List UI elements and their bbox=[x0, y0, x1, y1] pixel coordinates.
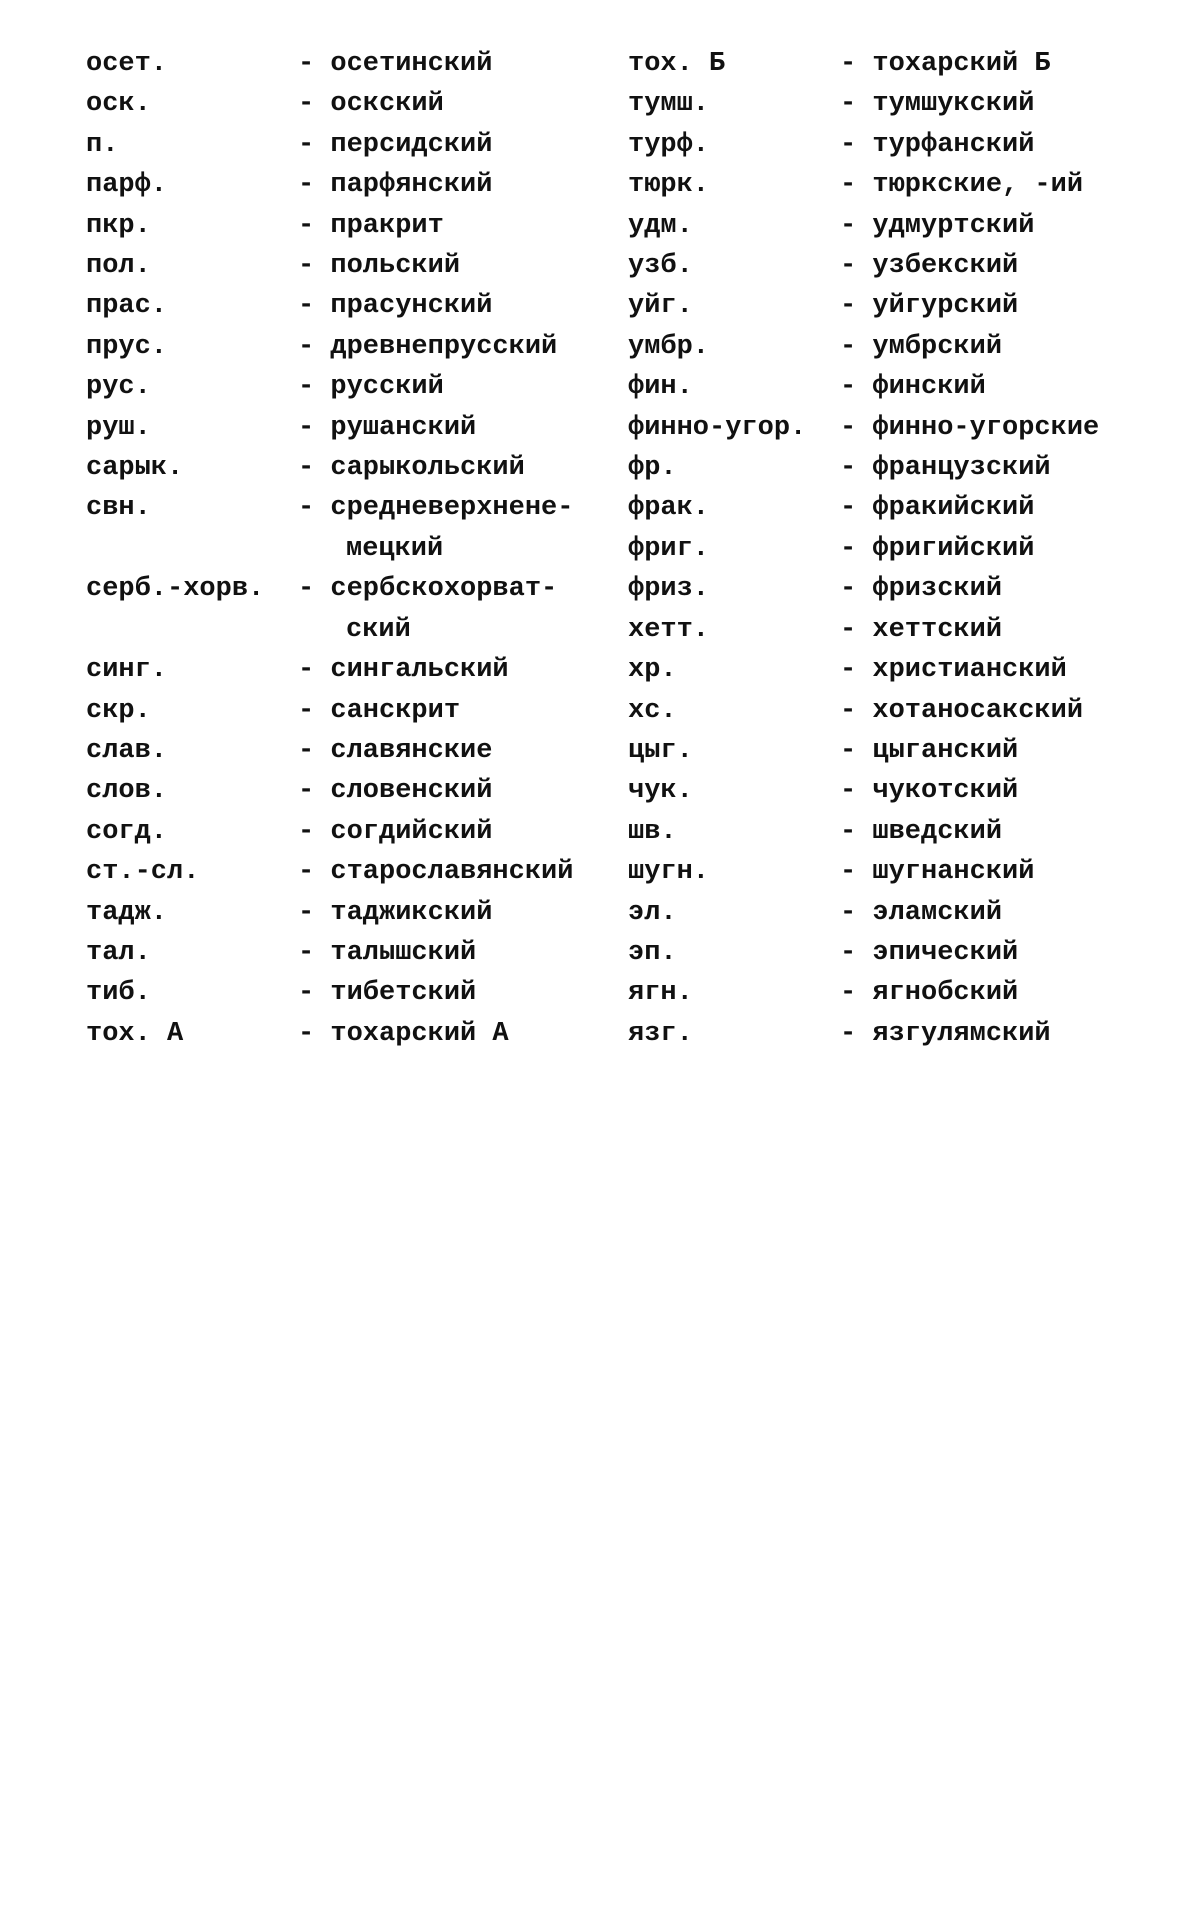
abbreviation-entry bbox=[628, 731, 1099, 771]
abbreviation: пол. bbox=[86, 251, 151, 282]
expansion: - хеттский bbox=[840, 614, 1003, 645]
abbreviation-entry bbox=[628, 246, 1099, 286]
expansion: - словенский bbox=[298, 776, 493, 807]
abbreviation: оск. bbox=[86, 89, 151, 120]
expansion: - оскский bbox=[298, 89, 444, 120]
abbreviation-continuation bbox=[86, 529, 573, 569]
abbreviation-entry bbox=[86, 1014, 573, 1054]
abbreviation: фриг. bbox=[628, 533, 710, 564]
abbreviation: фин. bbox=[628, 372, 693, 403]
expansion: - шведский bbox=[840, 816, 1003, 847]
expansion: - талышский bbox=[298, 937, 477, 968]
abbreviation: удм. bbox=[628, 210, 693, 241]
expansion: - польский bbox=[298, 251, 461, 282]
abbreviation-entry bbox=[628, 125, 1099, 165]
expansion: - узбекский bbox=[840, 251, 1019, 282]
abbreviation: фр. bbox=[628, 453, 677, 484]
expansion: - средневерхнене- bbox=[298, 493, 574, 524]
abbreviation-entry bbox=[628, 933, 1099, 973]
abbreviations-left-column bbox=[86, 44, 573, 1054]
abbreviation: слов. bbox=[86, 776, 168, 807]
expansion: - фригийский bbox=[840, 533, 1035, 564]
abbreviation: тиб. bbox=[86, 978, 151, 1009]
abbreviation-entry bbox=[86, 893, 573, 933]
abbreviation-entry bbox=[86, 812, 573, 852]
expansion: - славянские bbox=[298, 735, 493, 766]
abbreviation: рус. bbox=[86, 372, 151, 403]
abbreviation: эп. bbox=[628, 937, 677, 968]
abbreviation: тюрк. bbox=[628, 170, 710, 201]
expansion: - тюркские, -ий bbox=[840, 170, 1084, 201]
expansion: - персидский bbox=[298, 129, 493, 160]
abbreviation-entry bbox=[86, 286, 573, 326]
abbreviation: руш. bbox=[86, 412, 151, 443]
expansion: - турфанский bbox=[840, 129, 1035, 160]
abbreviation-entry bbox=[86, 731, 573, 771]
abbreviation-entry bbox=[628, 286, 1099, 326]
abbreviation-entry bbox=[86, 569, 573, 609]
abbreviation-entry bbox=[86, 327, 573, 367]
abbreviation-entry bbox=[86, 852, 573, 892]
abbreviation-entry bbox=[628, 488, 1099, 528]
abbreviation-entry bbox=[86, 650, 573, 690]
abbreviation-entry bbox=[86, 206, 573, 246]
abbreviation: шугн. bbox=[628, 857, 710, 888]
abbreviation: слав. bbox=[86, 735, 168, 766]
abbreviation: прас. bbox=[86, 291, 168, 322]
expansion: - финно-угорские bbox=[840, 412, 1100, 443]
expansion: - сарыкольский bbox=[298, 453, 525, 484]
abbreviation: сарык. bbox=[86, 453, 184, 484]
abbreviation-entry bbox=[86, 84, 573, 124]
abbreviation: шв. bbox=[628, 816, 677, 847]
expansion: - тумшукский bbox=[840, 89, 1035, 120]
abbreviation: умбр. bbox=[628, 331, 710, 362]
expansion-continuation: мецкий bbox=[346, 533, 444, 564]
expansion: - ягнобский bbox=[840, 978, 1019, 1009]
abbreviation-entry bbox=[628, 691, 1099, 731]
expansion: - эпический bbox=[840, 937, 1019, 968]
expansion: - чукотский bbox=[840, 776, 1019, 807]
abbreviation: тадж. bbox=[86, 897, 168, 928]
abbreviation: турф. bbox=[628, 129, 710, 160]
abbreviation-entry bbox=[86, 973, 573, 1013]
abbreviation-entry bbox=[86, 448, 573, 488]
abbreviation: ягн. bbox=[628, 978, 693, 1009]
abbreviation: хр. bbox=[628, 655, 677, 686]
expansion: - шугнанский bbox=[840, 857, 1035, 888]
abbreviation: фрак. bbox=[628, 493, 710, 524]
abbreviation-entry bbox=[628, 610, 1099, 650]
expansion: - прасунский bbox=[298, 291, 493, 322]
abbreviation: эл. bbox=[628, 897, 677, 928]
abbreviation-entry bbox=[628, 771, 1099, 811]
abbreviation: узб. bbox=[628, 251, 693, 282]
expansion: - удмуртский bbox=[840, 210, 1035, 241]
expansion: - древнепрусский bbox=[298, 331, 558, 362]
expansion: - фракийский bbox=[840, 493, 1035, 524]
expansion: - тохарский Б bbox=[840, 49, 1051, 79]
abbreviation-entry bbox=[628, 1014, 1099, 1054]
abbreviation-entry bbox=[628, 529, 1099, 569]
abbreviation: чук. bbox=[628, 776, 693, 807]
abbreviation-entry bbox=[628, 327, 1099, 367]
abbreviation: фриз. bbox=[628, 574, 710, 605]
abbreviation-entry bbox=[86, 125, 573, 165]
abbreviation: финно-угор. bbox=[628, 412, 807, 443]
expansion: - язгулямский bbox=[840, 1018, 1051, 1049]
abbreviation: пкр. bbox=[86, 210, 151, 241]
expansion: - хотаносакский bbox=[840, 695, 1084, 726]
abbreviation-entry bbox=[86, 367, 573, 407]
expansion: - фризский bbox=[840, 574, 1003, 605]
abbreviation-entry bbox=[628, 448, 1099, 488]
abbreviation: согд. bbox=[86, 816, 168, 847]
abbreviation: свн. bbox=[86, 493, 151, 524]
abbreviation: серб.-хорв. bbox=[86, 574, 265, 605]
expansion: - французский bbox=[840, 453, 1051, 484]
abbreviation: скр. bbox=[86, 695, 151, 726]
abbreviation: синг. bbox=[86, 655, 168, 686]
abbreviation: ст.-сл. bbox=[86, 857, 200, 888]
expansion: - финский bbox=[840, 372, 986, 403]
abbreviation-entry bbox=[86, 408, 573, 448]
expansion: - осетинский bbox=[298, 49, 493, 79]
abbreviations-right-column bbox=[628, 44, 1099, 1054]
abbreviation: тумш. bbox=[628, 89, 710, 120]
expansion: - тохарский А bbox=[298, 1018, 509, 1049]
abbreviation: тал. bbox=[86, 937, 151, 968]
abbreviation: осет. bbox=[86, 49, 168, 79]
abbreviation-entry bbox=[628, 367, 1099, 407]
expansion: - санскрит bbox=[298, 695, 461, 726]
abbreviation: тох. Б bbox=[628, 49, 726, 79]
abbreviation: тох. А bbox=[86, 1018, 184, 1049]
abbreviation: хетт. bbox=[628, 614, 710, 645]
expansion-continuation: ский bbox=[346, 614, 411, 645]
abbreviation-entry bbox=[86, 488, 573, 528]
expansion: - сербскохорват- bbox=[298, 574, 558, 605]
expansion: - христианский bbox=[840, 655, 1067, 686]
abbreviation-continuation bbox=[86, 610, 573, 650]
abbreviation-entry bbox=[628, 569, 1099, 609]
expansion: - пракрит bbox=[298, 210, 444, 241]
abbreviation-entry bbox=[86, 165, 573, 205]
expansion: - русский bbox=[298, 372, 444, 403]
expansion: - сингальский bbox=[298, 655, 509, 686]
abbreviation-entry bbox=[628, 408, 1099, 448]
expansion: - таджикский bbox=[298, 897, 493, 928]
abbreviation-entry bbox=[628, 852, 1099, 892]
expansion: - эламский bbox=[840, 897, 1003, 928]
abbreviation-entry bbox=[628, 165, 1099, 205]
abbreviation-entry bbox=[628, 84, 1099, 124]
expansion: - тибетский bbox=[298, 978, 477, 1009]
expansion: - старославянский bbox=[298, 857, 574, 888]
abbreviation-entry bbox=[86, 933, 573, 973]
expansion: - умбрский bbox=[840, 331, 1003, 362]
abbreviation: хс. bbox=[628, 695, 677, 726]
abbreviation: цыг. bbox=[628, 735, 693, 766]
abbreviation: п. bbox=[86, 129, 119, 160]
expansion: - парфянский bbox=[298, 170, 493, 201]
expansion: - уйгурский bbox=[840, 291, 1019, 322]
abbreviation: прус. bbox=[86, 331, 168, 362]
abbreviation-entry bbox=[86, 691, 573, 731]
expansion: - согдийский bbox=[298, 816, 493, 847]
abbreviation-entry bbox=[628, 893, 1099, 933]
abbreviation-entry bbox=[628, 44, 1099, 84]
expansion: - рушанский bbox=[298, 412, 477, 443]
abbreviation-entry bbox=[86, 771, 573, 811]
abbreviation: язг. bbox=[628, 1018, 693, 1049]
abbreviation-entry bbox=[628, 650, 1099, 690]
expansion: - цыганский bbox=[840, 735, 1019, 766]
abbreviation-entry bbox=[628, 973, 1099, 1013]
abbreviation-entry bbox=[628, 812, 1099, 852]
abbreviation-entry bbox=[628, 206, 1099, 246]
abbreviation: парф. bbox=[86, 170, 168, 201]
abbreviation-entry bbox=[86, 44, 573, 84]
abbreviation: уйг. bbox=[628, 291, 693, 322]
abbreviation-entry bbox=[86, 246, 573, 286]
